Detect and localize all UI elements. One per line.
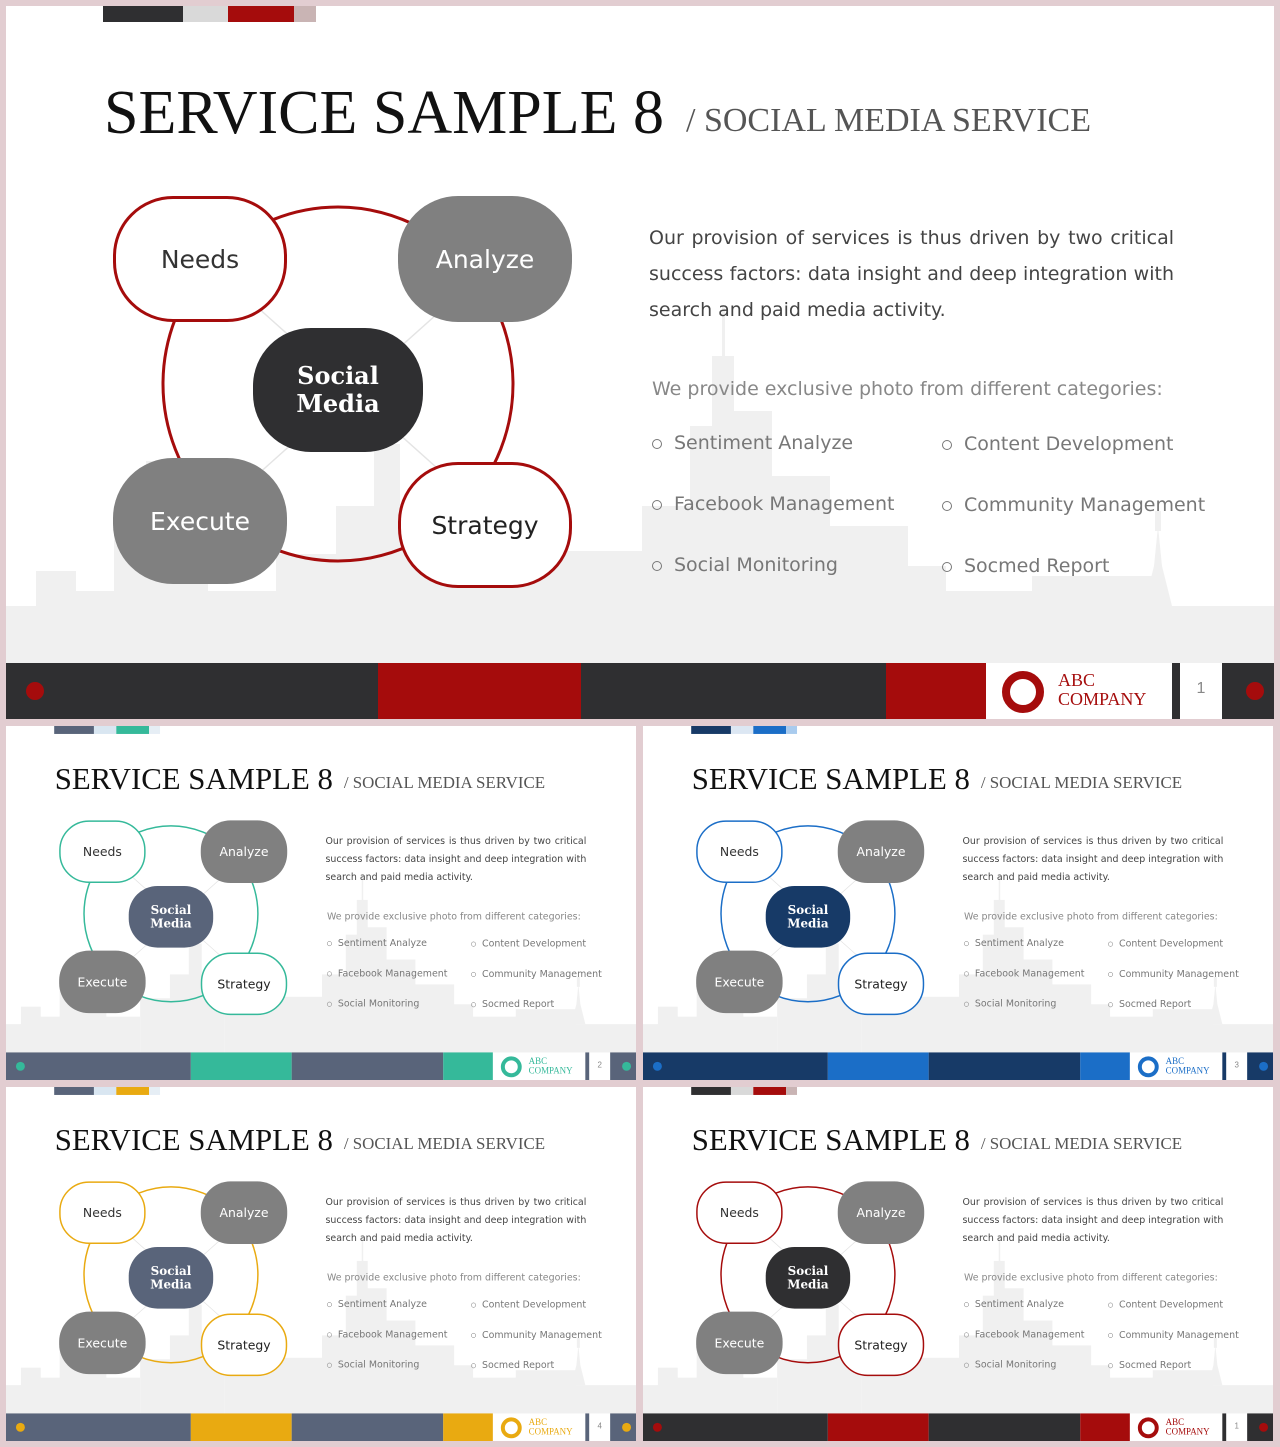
page-number: 4	[597, 1421, 602, 1431]
header-color-strip	[54, 726, 94, 734]
categories-intro: We provide exclusive photo from different categories:	[652, 378, 1163, 400]
category-label: Content Development	[481, 938, 587, 950]
slide-subtitle: / SOCIAL MEDIA SERVICE	[980, 1134, 1183, 1154]
description-paragraph: Our provision of services is thus driven by two critical success factors: data insight and deep integration with search and paid media activity.	[962, 1196, 1224, 1244]
bullet-circle-icon	[964, 1002, 969, 1007]
category-item	[327, 1299, 427, 1310]
diagram-node-strategy	[398, 462, 572, 588]
footer-color-bar	[643, 1052, 828, 1080]
diagram-node-label: Execute	[714, 1335, 765, 1351]
logo-line-1: ABC	[528, 1416, 548, 1427]
page-number: 1	[1234, 1421, 1239, 1431]
category-item	[652, 432, 853, 454]
category-item	[942, 494, 1205, 516]
category-item	[652, 554, 838, 576]
header-color-strip	[116, 1087, 149, 1095]
footer-dot-left	[16, 1423, 25, 1432]
bullet-circle-icon	[964, 1302, 969, 1307]
description-paragraph: Our provision of services is thus driven by two critical success factors: data insight and deep integration with search and paid media activity.	[649, 227, 1174, 321]
category-label: Content Development	[481, 1299, 587, 1311]
footer-dot-right	[622, 1062, 631, 1071]
slide-title: SERVICE SAMPLE 8	[104, 79, 664, 147]
header-color-strip	[753, 726, 786, 734]
footer-color-bar	[292, 1052, 444, 1080]
logo-line-2: COMPANY	[1165, 1426, 1210, 1437]
page-number: 2	[597, 1060, 602, 1070]
footer-dot-right	[1246, 682, 1264, 700]
category-item	[964, 1359, 1056, 1370]
bullet-circle-icon	[652, 500, 662, 510]
category-item	[1108, 1360, 1191, 1371]
diagram-node-strategy	[201, 1314, 287, 1377]
footer-dot-left	[653, 1062, 662, 1071]
footer-color-bar	[1080, 1052, 1130, 1080]
diagram-node-label: Strategy	[217, 976, 271, 992]
bullet-circle-icon	[942, 501, 952, 511]
diagram-node-label: Execute	[714, 974, 765, 990]
category-label: Social Monitoring	[337, 998, 420, 1010]
diagram-node-label: Strategy	[854, 1337, 908, 1353]
bullet-circle-icon	[652, 439, 662, 449]
category-label: Content Development	[1118, 938, 1224, 950]
bullet-circle-icon	[327, 1363, 332, 1368]
category-item	[471, 999, 554, 1010]
category-item	[1108, 938, 1223, 949]
slide-title: SERVICE SAMPLE 8	[691, 1123, 970, 1158]
page-number: 3	[1234, 1060, 1239, 1070]
slide-subtitle: / SOCIAL MEDIA SERVICE	[343, 773, 546, 793]
footer-divider	[1172, 663, 1180, 719]
category-label: Socmed Report	[481, 998, 555, 1010]
slide-title: SERVICE SAMPLE 8	[54, 1123, 333, 1158]
diagram-node-center	[129, 886, 213, 948]
bullet-circle-icon	[942, 562, 952, 572]
category-label: Sentiment Analyze	[674, 432, 854, 454]
category-label: Social Monitoring	[974, 1359, 1057, 1371]
diagram-node-strategy	[201, 953, 287, 1016]
slide-subtitle: / SOCIAL MEDIA SERVICE	[980, 773, 1183, 793]
bullet-circle-icon	[1108, 1363, 1113, 1368]
diagram-node-analyze	[838, 820, 924, 883]
logo-line-2: COMPANY	[528, 1065, 573, 1076]
category-label: Content Development	[1118, 1299, 1224, 1311]
diagram-node-needs	[696, 820, 782, 883]
diagram-node-label: Analyze	[435, 244, 535, 274]
category-item	[1108, 1329, 1239, 1340]
footer-color-bar	[191, 1413, 292, 1441]
bullet-circle-icon	[471, 942, 476, 947]
category-label: Facebook Management	[674, 493, 895, 515]
footer-color-bar	[581, 663, 886, 719]
bullet-circle-icon	[1108, 1303, 1113, 1308]
category-item	[942, 433, 1174, 455]
description-paragraph: Our provision of services is thus driven by two critical success factors: data insight and deep integration with search and paid media activity.	[962, 835, 1224, 883]
category-label: Socmed Report	[1118, 1359, 1192, 1371]
category-label: Facebook Management	[974, 1328, 1085, 1340]
footer-color-bar	[643, 1413, 828, 1441]
slide-title: SERVICE SAMPLE 8	[691, 762, 970, 797]
diagram-node-label: Execute	[77, 974, 128, 990]
diagram-node-label: Strategy	[217, 1337, 271, 1353]
bullet-circle-icon	[964, 941, 969, 946]
company-logo-text	[529, 1056, 573, 1075]
category-label: Social Monitoring	[674, 554, 838, 576]
category-item	[1108, 968, 1239, 979]
diagram-node-label: Analyze	[856, 844, 906, 859]
category-item	[327, 968, 447, 979]
diagram-node-needs	[113, 196, 287, 322]
categories-intro: We provide exclusive photo from different categories:	[326, 910, 581, 922]
footer-color-bar	[929, 1052, 1081, 1080]
logo-line-1: ABC	[1058, 670, 1096, 690]
category-item	[964, 998, 1056, 1009]
diagram-center-label: Social Media	[787, 1263, 829, 1292]
diagram-node-strategy	[838, 1314, 924, 1377]
slide-content	[6, 6, 1274, 719]
category-item	[471, 1360, 554, 1371]
bullet-circle-icon	[471, 1303, 476, 1308]
footer-color-bar	[378, 663, 581, 719]
category-label: Facebook Management	[974, 967, 1085, 979]
bullet-circle-icon	[471, 1363, 476, 1368]
slide-thumb-yellow[interactable]	[6, 1087, 636, 1441]
diagram-node-strategy	[838, 953, 924, 1016]
diagram-node-execute	[696, 951, 782, 1014]
page-number: 1	[1196, 680, 1206, 697]
slide-thumb-red[interactable]	[643, 1087, 1273, 1441]
bullet-circle-icon	[1108, 942, 1113, 947]
header-color-strip	[103, 6, 183, 22]
category-item	[942, 555, 1109, 577]
diagram-node-needs	[59, 1181, 145, 1244]
header-color-strip	[149, 726, 160, 734]
footer-color-bar	[886, 663, 986, 719]
category-item	[964, 1299, 1064, 1310]
category-item	[327, 1329, 447, 1340]
header-color-strip	[731, 726, 753, 734]
footer-color-bar	[292, 1413, 444, 1441]
diagram-node-center	[766, 1247, 850, 1309]
diagram-node-center	[129, 1247, 213, 1309]
diagram-node-execute	[113, 458, 287, 584]
logo-line-2: COMPANY	[528, 1426, 573, 1437]
company-logo-text	[1166, 1417, 1210, 1436]
bullet-circle-icon	[327, 1002, 332, 1007]
bullet-circle-icon	[471, 972, 476, 977]
slide-title: SERVICE SAMPLE 8	[54, 762, 333, 797]
category-item	[327, 1359, 419, 1370]
footer-color-bar	[6, 1413, 191, 1441]
category-item	[471, 1329, 602, 1340]
category-item	[471, 1299, 586, 1310]
diagram-node-label: Analyze	[219, 844, 269, 859]
diagram-center-label: Social Media	[296, 361, 380, 418]
category-label: Community Management	[964, 494, 1206, 516]
bullet-circle-icon	[327, 1302, 332, 1307]
category-label: Social Monitoring	[337, 1359, 420, 1371]
category-label: Facebook Management	[337, 967, 448, 979]
diagram-node-execute	[59, 951, 145, 1014]
bullet-circle-icon	[942, 440, 952, 450]
company-logo-text	[529, 1417, 573, 1436]
footer-color-bar	[6, 1052, 191, 1080]
header-color-strip	[116, 726, 149, 734]
category-label: Socmed Report	[964, 555, 1110, 577]
diagram-node-analyze	[201, 1181, 287, 1244]
category-item	[471, 938, 586, 949]
category-item	[471, 968, 602, 979]
category-label: Content Development	[964, 433, 1174, 455]
slide-content	[643, 1087, 1273, 1441]
diagram-node-label: Needs	[82, 844, 122, 859]
diagram-node-label: Execute	[150, 506, 250, 536]
bullet-circle-icon	[1108, 972, 1113, 977]
header-color-strip	[54, 1087, 94, 1095]
header-color-strip	[94, 1087, 116, 1095]
slide-thumb-teal[interactable]	[6, 726, 636, 1080]
logo-line-2: COMPANY	[1058, 688, 1147, 709]
header-color-strip	[786, 1087, 797, 1095]
header-color-strip	[294, 6, 316, 22]
slide-thumb-blue[interactable]	[643, 726, 1273, 1080]
diagram-node-label: Needs	[82, 1205, 122, 1220]
category-label: Socmed Report	[1118, 998, 1192, 1010]
logo-line-1: ABC	[1165, 1055, 1185, 1066]
footer-color-bar	[929, 1413, 1081, 1441]
category-label: Facebook Management	[337, 1328, 448, 1340]
diagram-node-needs	[59, 820, 145, 883]
diagram-node-center	[766, 886, 850, 948]
footer-color-bar	[191, 1052, 292, 1080]
category-label: Sentiment Analyze	[974, 1298, 1064, 1310]
bullet-circle-icon	[964, 1332, 969, 1337]
diagram-center-label: Social Media	[787, 902, 829, 931]
diagram-node-label: Strategy	[431, 510, 539, 540]
footer-color-bar	[1080, 1413, 1130, 1441]
footer-dot-left	[26, 682, 44, 700]
footer-color-bar	[443, 1052, 493, 1080]
category-item	[964, 968, 1084, 979]
diagram-node-label: Strategy	[854, 976, 908, 992]
footer-dot-right	[1259, 1062, 1268, 1071]
diagram-node-label: Needs	[160, 244, 240, 274]
header-color-strip	[691, 1087, 731, 1095]
diagram-node-label: Needs	[719, 1205, 759, 1220]
categories-intro: We provide exclusive photo from different categories:	[326, 1271, 581, 1283]
company-logo-text	[1166, 1056, 1210, 1075]
bullet-circle-icon	[471, 1333, 476, 1338]
diagram-node-center	[253, 328, 423, 452]
diagram-center-label: Social Media	[150, 902, 192, 931]
description-paragraph: Our provision of services is thus driven by two critical success factors: data insight and deep integration with search and paid media activity.	[325, 835, 587, 883]
footer-color-bar	[6, 663, 378, 719]
diagram-node-label: Analyze	[219, 1205, 269, 1220]
bullet-circle-icon	[652, 561, 662, 571]
category-item	[327, 938, 427, 949]
slide-subtitle: / SOCIAL MEDIA SERVICE	[686, 102, 1091, 139]
header-color-strip	[149, 1087, 160, 1095]
description-paragraph: Our provision of services is thus driven by two critical success factors: data insight and deep integration with search and paid media activity.	[325, 1196, 587, 1244]
category-label: Social Monitoring	[974, 998, 1057, 1010]
bullet-circle-icon	[964, 971, 969, 976]
slide-content	[6, 1087, 636, 1441]
diagram-center-label: Social Media	[150, 1263, 192, 1292]
category-item	[964, 1329, 1084, 1340]
bullet-circle-icon	[327, 941, 332, 946]
category-label: Sentiment Analyze	[974, 937, 1064, 949]
slide-content	[643, 726, 1273, 1080]
bullet-circle-icon	[471, 1002, 476, 1007]
slide-subtitle: / SOCIAL MEDIA SERVICE	[343, 1134, 546, 1154]
slide-main[interactable]	[6, 6, 1274, 719]
category-label: Community Management	[1118, 1329, 1239, 1341]
diagram-node-label: Execute	[77, 1335, 128, 1351]
categories-intro: We provide exclusive photo from different categories:	[963, 910, 1218, 922]
footer-color-bar	[828, 1052, 929, 1080]
logo-line-1: ABC	[1165, 1416, 1185, 1427]
diagram-node-analyze	[201, 820, 287, 883]
category-label: Community Management	[481, 968, 602, 980]
category-label: Community Management	[481, 1329, 602, 1341]
category-item	[327, 998, 419, 1009]
diagram-node-analyze	[838, 1181, 924, 1244]
categories-intro: We provide exclusive photo from different categories:	[963, 1271, 1218, 1283]
header-color-strip	[183, 6, 228, 22]
header-color-strip	[94, 726, 116, 734]
diagram-node-label: Needs	[719, 844, 759, 859]
category-item	[1108, 1299, 1223, 1310]
header-color-strip	[228, 6, 294, 22]
diagram-node-execute	[59, 1312, 145, 1375]
header-color-strip	[731, 1087, 753, 1095]
category-label: Socmed Report	[481, 1359, 555, 1371]
bullet-circle-icon	[1108, 1333, 1113, 1338]
category-item	[652, 493, 894, 515]
category-label: Sentiment Analyze	[337, 937, 427, 949]
bullet-circle-icon	[964, 1363, 969, 1368]
header-color-strip	[786, 726, 797, 734]
header-color-strip	[691, 726, 731, 734]
logo-line-1: ABC	[528, 1055, 548, 1066]
footer-dot-left	[16, 1062, 25, 1071]
company-logo-text	[1058, 671, 1146, 709]
diagram-node-analyze	[398, 196, 572, 322]
bullet-circle-icon	[327, 971, 332, 976]
diagram-node-needs	[696, 1181, 782, 1244]
diagram-node-label: Analyze	[856, 1205, 906, 1220]
bullet-circle-icon	[327, 1332, 332, 1337]
diagram-node-execute	[696, 1312, 782, 1375]
logo-line-2: COMPANY	[1165, 1065, 1210, 1076]
header-color-strip	[753, 1087, 786, 1095]
footer-dot-left	[653, 1423, 662, 1432]
category-label: Community Management	[1118, 968, 1239, 980]
category-item	[964, 938, 1064, 949]
footer-dot-right	[622, 1423, 631, 1432]
footer-color-bar	[828, 1413, 929, 1441]
footer-dot-right	[1259, 1423, 1268, 1432]
category-label: Sentiment Analyze	[337, 1298, 427, 1310]
footer-color-bar	[443, 1413, 493, 1441]
bullet-circle-icon	[1108, 1002, 1113, 1007]
slide-content	[6, 726, 636, 1080]
category-item	[1108, 999, 1191, 1010]
